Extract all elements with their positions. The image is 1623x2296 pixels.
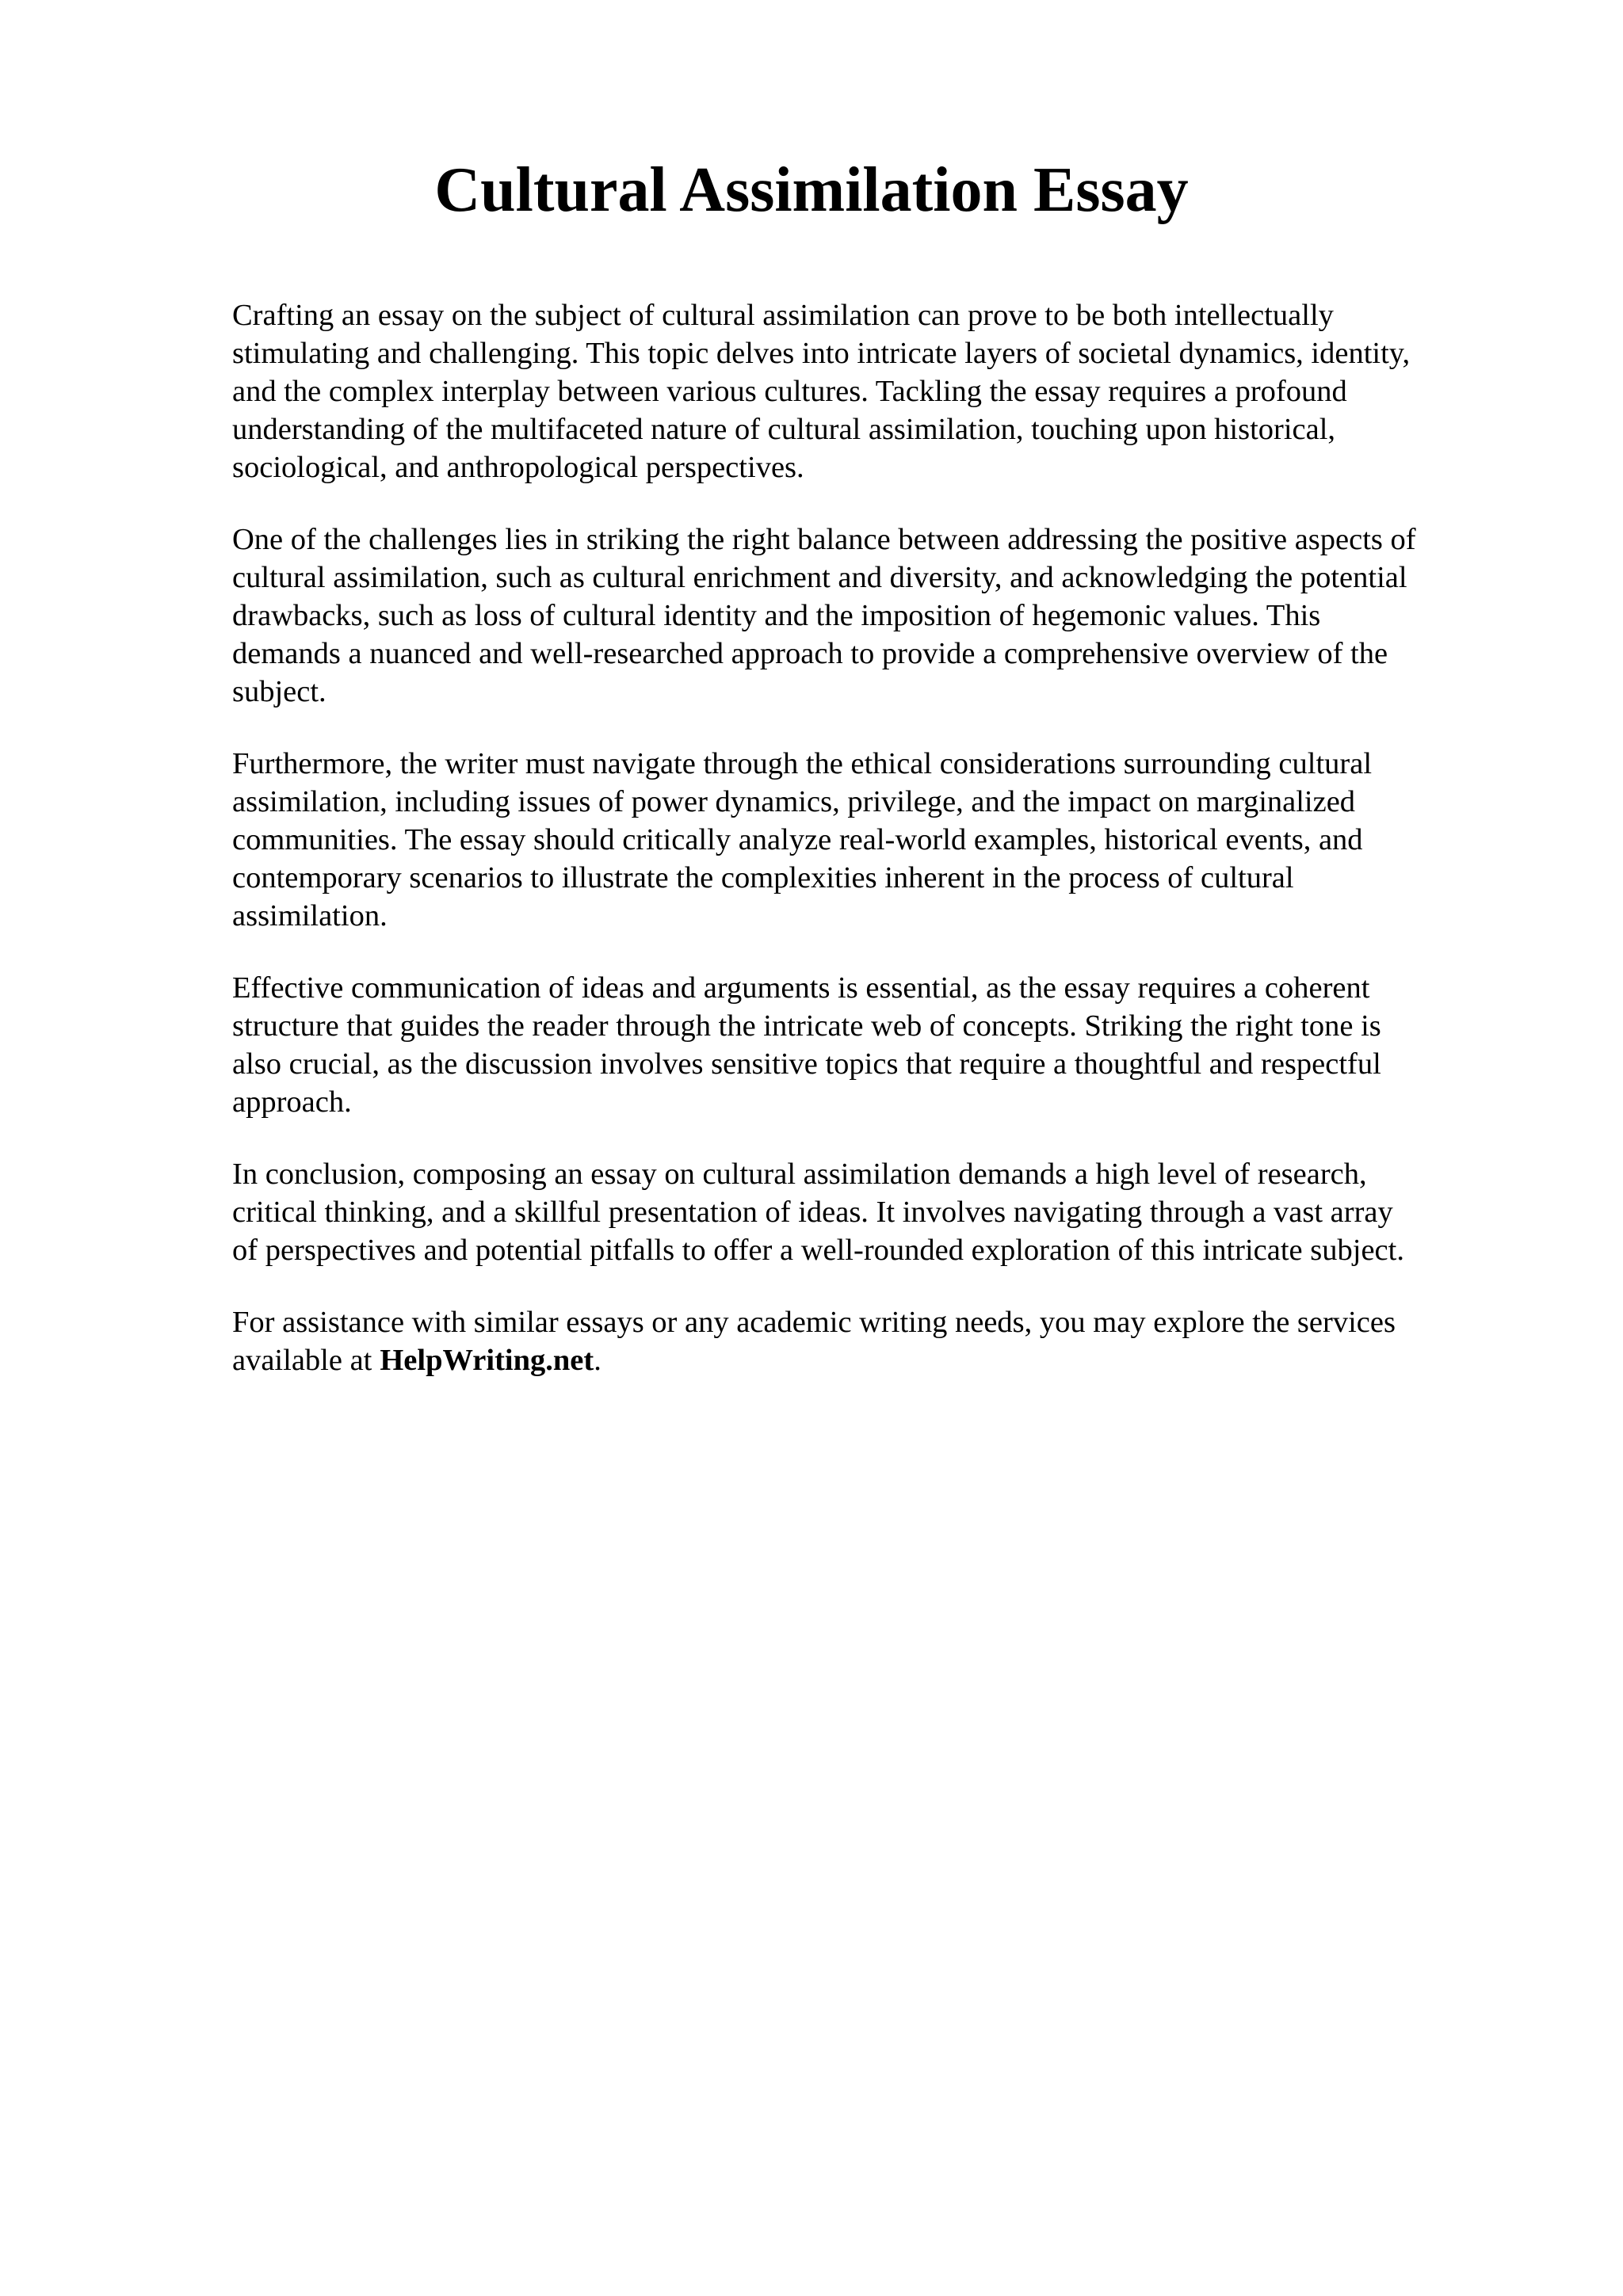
paragraph-1 bbox=[232, 296, 1548, 486]
paragraph-5 bbox=[232, 1155, 1548, 1269]
text-line: Effective communication of ideas and arguments is essential, as the essay requires a coherent bbox=[232, 971, 1370, 1005]
text-line: In conclusion, composing an essay on cultural assimilation demands a high level of research, bbox=[232, 1158, 1367, 1191]
text-line: One of the challenges lies in striking the right balance between addressing the positive aspects of bbox=[232, 523, 1416, 556]
text-line: For assistance with similar essays or any academic writing needs, you may explore the services bbox=[232, 1306, 1396, 1339]
text-line: cultural assimilation, such as cultural enrichment and diversity, and acknowledging the potential bbox=[232, 561, 1407, 594]
text-line: subject. bbox=[232, 675, 327, 708]
paragraph-4 bbox=[232, 969, 1548, 1121]
text-line: also crucial, as the discussion involves sensitive topics that require a thoughtful and respectful bbox=[232, 1047, 1381, 1081]
text-line: critical thinking, and a skillful presentation of ideas. It involves navigating through a vast array bbox=[232, 1196, 1393, 1229]
text-line: structure that guides the reader through the intricate web of concepts. Striking the right tone is bbox=[232, 1009, 1381, 1043]
text-line: Crafting an essay on the subject of cultural assimilation can prove to be both intellectually bbox=[232, 299, 1334, 332]
text-line: contemporary scenarios to illustrate the complexities inherent in the process of cultural bbox=[232, 861, 1294, 894]
closing-suffix: . bbox=[594, 1344, 601, 1377]
essay-body bbox=[232, 296, 1548, 1379]
text-line: and the complex interplay between various cultures. Tackling the essay requires a profound bbox=[232, 375, 1347, 408]
text-line: assimilation, including issues of power dynamics, privilege, and the impact on marginalized bbox=[232, 785, 1356, 818]
text-line-with-link bbox=[232, 1341, 1548, 1379]
text-line: sociological, and anthropological perspectives. bbox=[232, 451, 804, 484]
paragraph-3 bbox=[232, 745, 1548, 935]
closing-prefix: available at bbox=[232, 1344, 372, 1377]
text-line: of perspectives and potential pitfalls to offer a well-rounded exploration of this intricate subject. bbox=[232, 1234, 1404, 1267]
closing-paragraph bbox=[232, 1303, 1548, 1379]
text-line: understanding of the multifaceted nature of cultural assimilation, touching upon historical, bbox=[232, 413, 1336, 446]
text-line: communities. The essay should critically analyze real-world examples, historical events, and bbox=[232, 823, 1363, 856]
text-line: assimilation. bbox=[232, 899, 388, 933]
essay-title: Cultural Assimilation Essay bbox=[434, 155, 1189, 225]
text-line: demands a nuanced and well-researched approach to provide a comprehensive overview of the bbox=[232, 637, 1388, 670]
text-line: approach. bbox=[232, 1085, 352, 1119]
text-line: drawbacks, such as loss of cultural identity and the imposition of hegemonic values. This bbox=[232, 599, 1321, 632]
paragraph-2 bbox=[232, 521, 1548, 711]
helpwriting-link[interactable]: HelpWriting.net bbox=[380, 1344, 594, 1377]
text-line: Furthermore, the writer must navigate through the ethical considerations surrounding cultural bbox=[232, 747, 1373, 780]
text-line: stimulating and challenging. This topic delves into intricate layers of societal dynamics, identity, bbox=[232, 337, 1411, 370]
